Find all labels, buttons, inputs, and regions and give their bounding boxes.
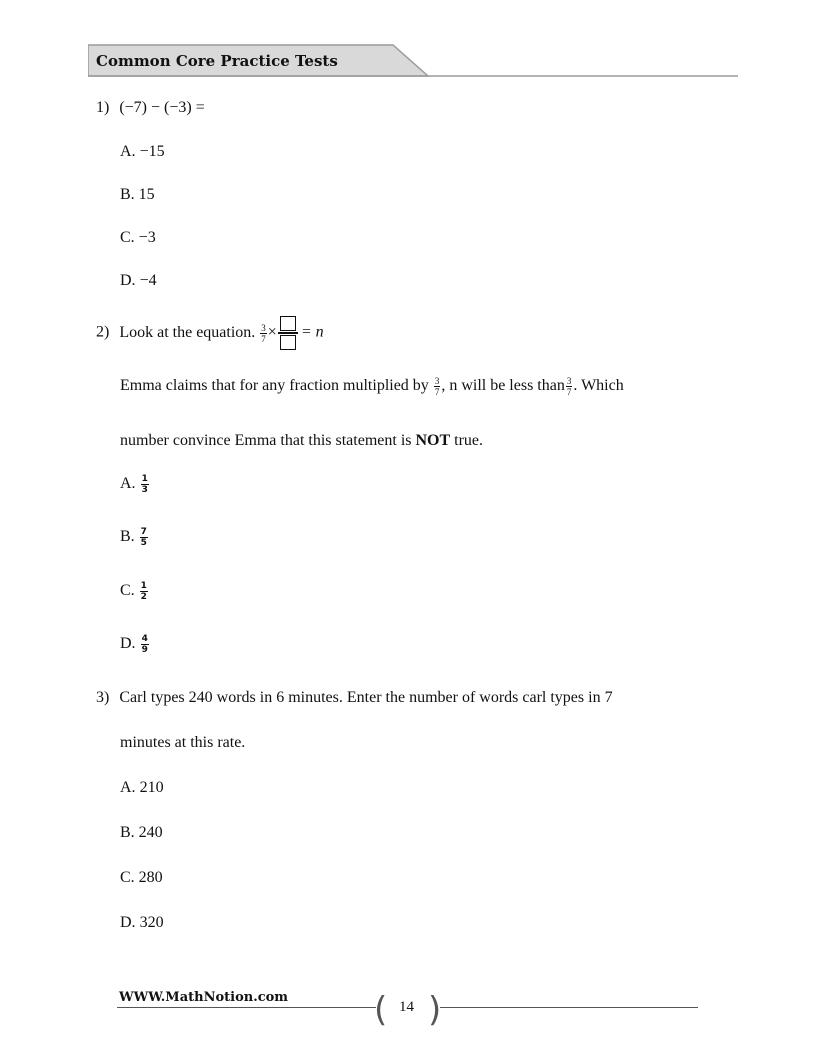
q2-option-b[interactable] (120, 527, 149, 548)
q2-option-c[interactable] (120, 581, 149, 602)
question-prompt: Carl types 240 words in 6 minutes. Enter the number of words carl types in 7 (119, 689, 613, 706)
header-title: Common Core Practice Tests (96, 52, 338, 70)
q2-option-a[interactable] (120, 474, 150, 495)
option-letter: D. (120, 272, 136, 289)
fraction-numerator: 4 (141, 634, 148, 644)
q2-option-d[interactable] (120, 634, 150, 655)
claim-text: true. (450, 432, 484, 449)
option-letter: B. (120, 824, 135, 841)
claim-text: . Which (573, 377, 624, 395)
option-fraction (140, 527, 148, 548)
option-value: 210 (139, 779, 164, 796)
question-number: 2) (96, 323, 110, 341)
option-letter: D. (120, 635, 136, 653)
fraction-numerator: 1 (140, 581, 147, 591)
q3-option-b[interactable] (120, 824, 163, 842)
fraction-numerator: 7 (140, 527, 147, 537)
option-value: 280 (138, 869, 163, 886)
equals-n: = n (300, 323, 324, 341)
times-sign: × (267, 323, 277, 341)
footer-rule-right (440, 1007, 698, 1008)
fraction-numerator: 1 (141, 474, 148, 484)
fraction-numerator: 3 (261, 322, 266, 333)
q3-option-c[interactable] (120, 869, 163, 887)
q1-option-d[interactable] (120, 272, 157, 290)
option-fraction (141, 634, 149, 655)
question-2 (96, 316, 324, 350)
claim-fraction-1 (434, 376, 441, 397)
option-letter: A. (120, 779, 136, 796)
option-value: −15 (139, 143, 165, 160)
fraction-denominator: 9 (141, 645, 148, 655)
option-letter: D. (120, 914, 136, 931)
fraction-denominator: 3 (141, 485, 148, 495)
question-3 (96, 689, 613, 707)
footer-site: WWW.MathNotion.com (119, 990, 289, 1005)
option-value: −4 (139, 272, 157, 289)
emphasis-not: NOT (415, 432, 451, 449)
option-fraction (140, 581, 148, 602)
fraction-denominator: 2 (140, 592, 147, 602)
q2-claim-line2 (120, 432, 483, 450)
option-letter: B. (120, 186, 135, 203)
q1-option-b[interactable] (120, 186, 155, 204)
fraction-denominator: 7 (566, 387, 572, 397)
question-number: 1) (96, 99, 110, 116)
option-letter: C. (120, 582, 135, 600)
fraction-numerator: 3 (434, 376, 440, 386)
option-letter: C. (120, 869, 135, 886)
blank-fraction-bar (278, 332, 298, 334)
option-letter: A. (120, 143, 136, 160)
fraction-numerator: 3 (566, 376, 572, 386)
claim-text: number convince Emma that this statement is (120, 432, 416, 449)
option-value: 240 (138, 824, 163, 841)
q1-option-a[interactable] (120, 143, 165, 161)
option-letter: A. (120, 475, 136, 493)
q3-option-a[interactable] (120, 779, 164, 797)
question-number: 3) (96, 689, 110, 706)
fraction-denominator: 7 (261, 333, 266, 344)
blank-denominator-box (280, 335, 296, 350)
blank-fraction-boxes (280, 316, 298, 350)
q2-claim-line1 (120, 376, 624, 397)
q1-option-c[interactable] (120, 229, 156, 247)
fraction-denominator: 7 (434, 387, 440, 397)
equation-fraction (260, 323, 267, 344)
option-value: 320 (139, 914, 164, 931)
claim-fraction-2 (566, 376, 573, 397)
option-letter: B. (120, 528, 135, 546)
option-fraction (141, 474, 149, 495)
left-bracket-icon: ( (374, 990, 388, 1030)
right-bracket-icon: ) (428, 990, 442, 1030)
fraction-denominator: 5 (140, 538, 147, 548)
blank-numerator-box (280, 316, 296, 331)
question-prompt: Look at the equation. (119, 323, 256, 341)
question-3-line2: minutes at this rate. (120, 734, 246, 751)
claim-text: , n will be less than (441, 377, 565, 395)
q3-option-d[interactable] (120, 914, 164, 932)
question-1 (96, 99, 205, 117)
claim-text: Emma claims that for any fraction multiplied by (120, 377, 429, 395)
option-value: −3 (138, 229, 156, 246)
footer-rule-left (117, 1007, 376, 1008)
option-letter: C. (120, 229, 135, 246)
page-number: 14 (399, 999, 414, 1015)
question-prompt: (−7) − (−3) = (119, 99, 205, 116)
option-value: 15 (138, 186, 155, 203)
